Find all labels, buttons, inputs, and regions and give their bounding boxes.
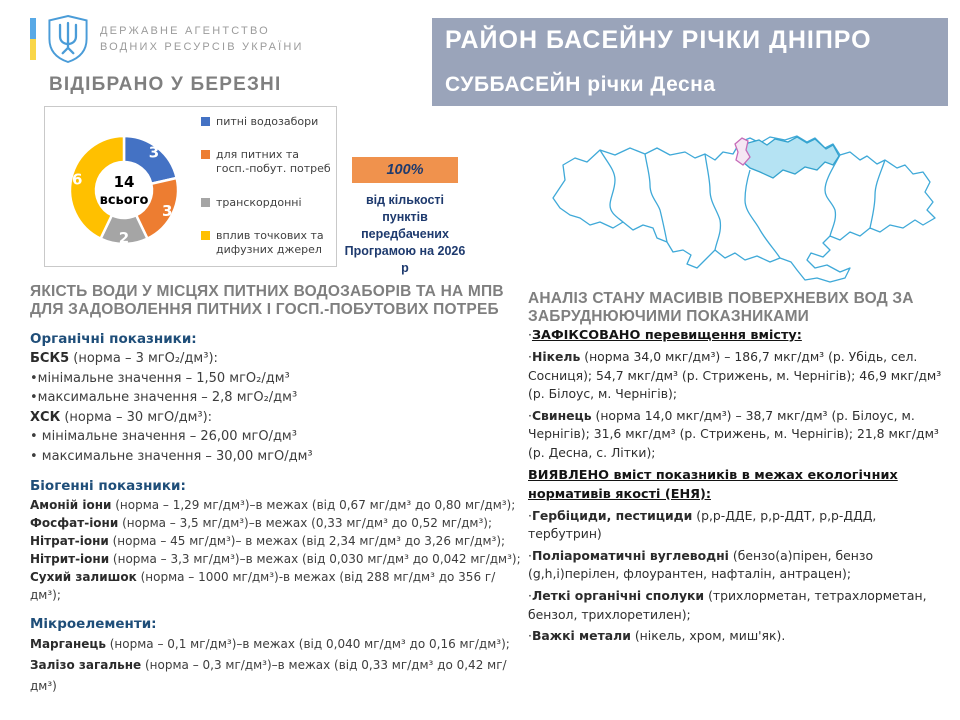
legend-label: для питних та госп.-побут. потреб — [216, 148, 331, 176]
indicator-line — [30, 550, 522, 568]
legend-marker — [201, 198, 210, 207]
biogenic-indicators-section — [30, 478, 522, 604]
basin-banner — [432, 18, 948, 106]
donut-chart — [47, 109, 201, 267]
indicator-line — [30, 369, 522, 389]
indicator-text: •максимальне значення – 2,8 мгО₂/дм³ — [30, 390, 298, 405]
indicator-text: (норма – 30 мгО/дм³): — [60, 409, 213, 425]
detected-line — [528, 507, 954, 544]
microelements-section-title: Мікроелементи: — [30, 616, 157, 632]
agency-name — [100, 23, 304, 55]
bullet: · — [528, 587, 532, 603]
detected-text: (р,р-ДДЕ, р,р-ДДТ, р,р-ДДД, тербутрин) — [528, 507, 877, 542]
agency-logo — [30, 14, 304, 64]
exceeded-header: ЗАФІКСОВАНО перевищення вмісту: — [531, 328, 802, 343]
indicator-text: • мінімальне значення – 26,00 мгО/дм³ — [30, 429, 297, 444]
detected-name: Гербіциди, пестициди — [531, 507, 693, 523]
trident-shield-icon — [45, 14, 91, 64]
indicator-name: Нітрат-іони — [30, 534, 109, 548]
indicator-line — [30, 447, 522, 467]
detected-text: (трихлорметан, тетрахлорметан, бензол, трихлоретилен); — [528, 587, 927, 622]
legend-marker — [201, 231, 210, 240]
detected-name: Поліароматичні вуглеводні — [531, 547, 729, 563]
indicator-line — [30, 634, 522, 655]
bullet: · — [528, 507, 532, 523]
microelements-section — [30, 616, 522, 697]
legend-item — [201, 115, 335, 129]
indicator-line — [30, 532, 522, 550]
detected-line — [528, 547, 954, 584]
ukraine-basins-map — [545, 110, 950, 288]
left-column — [30, 283, 522, 697]
indicator-line — [30, 427, 522, 447]
pollutant-name: Нікель — [531, 349, 581, 364]
legend-label: питні водозабори — [216, 115, 319, 128]
legend-label: вплив точкових та дифузних джерел — [216, 228, 324, 256]
right-column — [528, 290, 954, 649]
indicator-text: (норма – 0,1 мг/дм³)–в межах (від 0,040 мг/дм³ до 0,16 мг/дм³); — [105, 637, 510, 651]
sampled-in-march-title: ВІДІБРАНО У БЕРЕЗНІ — [49, 74, 282, 95]
indicator-line — [30, 655, 522, 697]
detected-text: (нікель, хром, миш'як). — [630, 628, 786, 644]
bullet: · — [528, 628, 532, 644]
indicator-name: Нітрит-іони — [30, 552, 110, 566]
indicator-text: (норма – 45 мг/дм³)– в межах (від 2,34 мг/дм³ до 3,26 мг/дм³); — [108, 534, 506, 548]
biogenic-section-title: Біогенні показники: — [30, 478, 186, 494]
indicator-text: (норма – 1,29 мг/дм³)–в межах (від 0,67 мг/дм³ до 0,80 мг/дм³); — [111, 498, 516, 512]
indicator-name: Залізо загальне — [30, 658, 142, 672]
legend-label: транскордонні — [216, 195, 302, 209]
pollutant-line — [528, 348, 954, 404]
detected-text: (бензо(а)пірен, бензо (g,h,i)перілен, флоурантен, нафталін, антрацен); — [528, 547, 874, 582]
basin-banner-line1: РАЙОН БАСЕЙНУ РІЧКИ ДНІПРО — [445, 26, 872, 54]
pollutant-line — [528, 407, 954, 463]
donut-slice-value: 6 — [71, 170, 83, 189]
sampling-points-chart-panel — [44, 106, 337, 267]
pollutant-text: (норма 34,0 мкг/дм³) – 186,7 мкг/дм³ (р. Убідь, сел. Сосниця); 54,7 мкг/дм³ (р. Стрижень, м. Чернігів); 46,9 мкг/дм³ (р. Білоус, м. Чернігів); — [528, 349, 942, 402]
coverage-badge-caption: від кількості пунктів передбачених Програмою на 2026 р — [344, 193, 466, 275]
legend-item — [201, 229, 335, 257]
legend-item — [201, 196, 335, 210]
indicator-text: •мінімальне значення – 1,50 мгО₂/дм³ — [30, 370, 290, 386]
donut-slice-value: 3 — [148, 143, 160, 162]
donut-center-value: 14 — [113, 173, 135, 191]
indicator-text: • максимальне значення – 30,00 мгО/дм³ — [30, 448, 313, 464]
indicator-text: (норма – 3,5 мг/дм³)–в межах (0,33 мг/дм³ до 0,52 мг/дм³); — [118, 516, 493, 530]
indicator-line — [30, 408, 522, 428]
indicator-name: БСК5 — [30, 351, 70, 366]
indicator-line — [30, 568, 522, 604]
indicator-line — [30, 496, 522, 514]
indicator-name: Марганець — [30, 637, 106, 651]
agency-name-line2: ВОДНИХ РЕСУРСІВ УКРАЇНИ — [100, 41, 304, 53]
organic-indicators-section — [30, 331, 522, 466]
indicator-text: (норма – 3 мгО₂/дм³): — [69, 351, 218, 366]
donut-center-label: всього — [99, 193, 149, 208]
desna-subbasin-region — [741, 137, 839, 178]
chart-legend — [201, 115, 335, 257]
legend-marker — [201, 150, 210, 159]
bullet: · — [528, 327, 532, 342]
indicator-line — [30, 388, 522, 408]
limits-header: ВИЯВЛЕНО вміст показників в межах екологічних нормативів якості (ЕНЯ): — [528, 467, 898, 502]
left-column-heading: ЯКІСТЬ ВОДИ У МІСЦЯХ ПИТНИХ ВОДОЗАБОРІВ ТА НА МПВ ДЛЯ ЗАДОВОЛЕННЯ ПИТНИХ І ГОСП.-ПОБУТОВИХ ПОТРЕБ — [30, 283, 504, 318]
organic-section-title: Органічні показники: — [30, 331, 197, 347]
donut-slice-value: 3 — [162, 201, 173, 220]
right-column-heading: АНАЛІЗ СТАНУ МАСИВІВ ПОВЕРХНЕВИХ ВОД ЗА ЗАБРУДНЮЮЧИМИ ПОКАЗНИКАМИ — [528, 290, 914, 325]
detected-name: Леткі органічні сполуки — [531, 587, 705, 603]
indicator-text: (норма – 3,3 мг/дм³)–в межах (від 0,030 мг/дм³ до 0,042 мг/дм³); — [109, 552, 521, 566]
bullet: · — [528, 407, 532, 423]
detected-line — [528, 587, 954, 624]
detected-name: Важкі метали — [531, 628, 631, 644]
legend-item — [201, 148, 335, 176]
legend-marker — [201, 117, 210, 126]
donut-slice-value: 2 — [118, 229, 130, 247]
indicator-text: (норма – 0,3 мг/дм³)–в межах (від 0,33 мг/дм³ до 0,42 мг/дм³) — [30, 658, 507, 693]
indicator-name: ХСК — [30, 409, 61, 425]
indicator-name: Амоній іони — [30, 498, 112, 512]
ukraine-flag-bar — [30, 18, 36, 60]
detected-line — [528, 627, 954, 646]
pollutant-text: (норма 14,0 мкг/дм³) – 38,7 мкг/дм³ (р. Білоус, м. Чернігів); 31,6 мкг/дм³ (р. Стрижень, м. Чернігів); 21,8 мкг/дм³ (р. Десна, с. Літки); — [528, 407, 939, 460]
bullet: · — [528, 547, 532, 563]
agency-name-line1: ДЕРЖАВНЕ АГЕНТСТВО — [100, 25, 270, 37]
indicator-text: (норма – 1000 мг/дм³)-в межах (від 288 мг/дм³ до 356 г/дм³); — [30, 570, 496, 602]
indicator-line — [30, 514, 522, 532]
coverage-badge: 100% — [352, 157, 458, 183]
pollutant-name: Свинець — [531, 407, 592, 423]
indicator-name: Фосфат-іони — [30, 516, 119, 530]
basin-banner-line2: СУББАСЕЙН річки Десна — [445, 73, 716, 96]
bullet: · — [528, 349, 532, 364]
limits-header-line — [528, 466, 954, 504]
exceeded-header-line — [528, 326, 954, 345]
indicator-name: Сухий залишок — [30, 570, 137, 584]
indicator-line — [30, 349, 522, 369]
